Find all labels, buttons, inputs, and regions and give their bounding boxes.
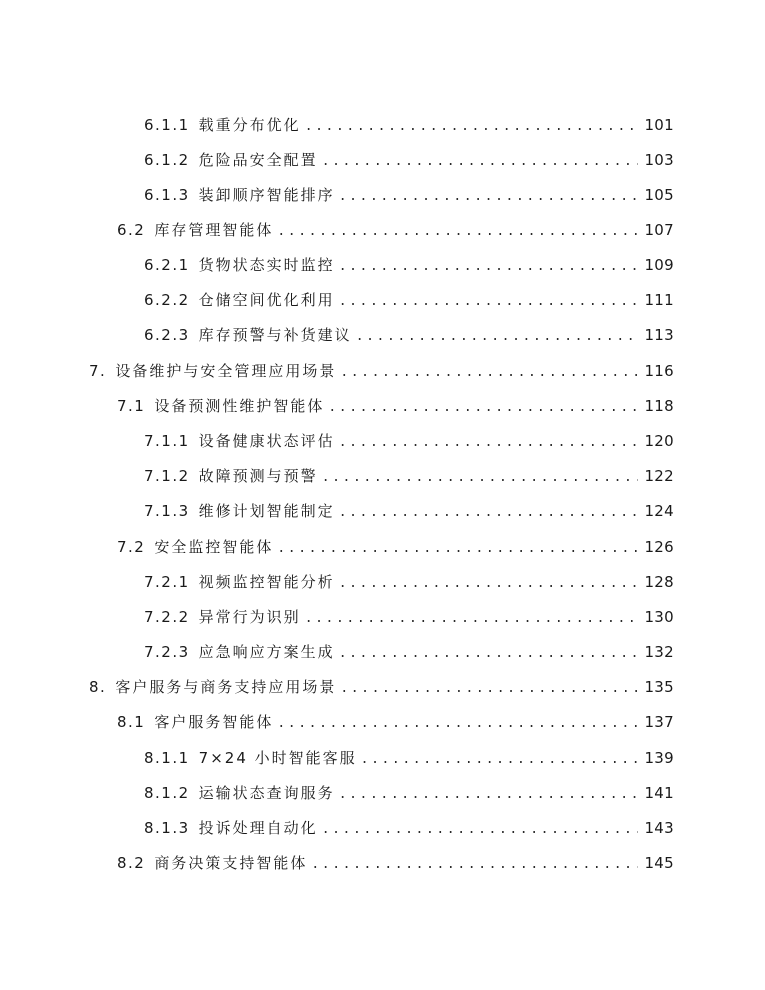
toc-entry[interactable]	[117, 853, 674, 873]
toc-entry-number: 8.	[89, 678, 107, 696]
dot-leader	[356, 327, 639, 347]
toc-entry-number: 7.2.1	[144, 573, 190, 591]
dot-leader	[361, 750, 639, 770]
toc-entry-title: 设备健康状态评估	[198, 432, 335, 450]
toc-entry-page: 141	[644, 784, 674, 802]
dot-leader	[340, 679, 638, 699]
toc-entry-page: 130	[644, 608, 674, 626]
toc-entry[interactable]	[144, 325, 674, 345]
toc-entry-number: 7.1.1	[144, 432, 190, 450]
toc-entry-number: 7.	[89, 362, 107, 380]
dot-leader	[339, 503, 639, 523]
toc-entry[interactable]	[117, 537, 674, 557]
toc-entry-title: 设备预测性维护智能体	[154, 397, 325, 415]
toc-entry-title: 异常行为识别	[198, 608, 301, 626]
toc-entry-page: 122	[644, 467, 674, 485]
toc-entry-number: 6.1.2	[144, 151, 190, 169]
toc-entry-page: 128	[644, 573, 674, 591]
toc-entry[interactable]	[144, 255, 674, 275]
toc-entry-page: 135	[644, 678, 674, 696]
toc-entry-page: 109	[644, 256, 674, 274]
dot-leader	[339, 187, 639, 207]
dot-leader	[339, 785, 639, 805]
toc-entry-title: 7×24 小时智能客服	[198, 749, 357, 767]
toc-entry-page: 116	[644, 362, 674, 380]
dot-leader	[277, 222, 638, 242]
dot-leader	[339, 644, 639, 664]
toc-entry-title: 故障预测与预警	[198, 467, 318, 485]
toc-entry[interactable]	[89, 361, 674, 381]
toc-entry-page: 111	[644, 291, 674, 309]
toc-entry-page: 124	[644, 502, 674, 520]
toc-entry-page: 139	[644, 749, 674, 767]
toc-entry[interactable]	[144, 501, 674, 521]
toc-entry[interactable]	[144, 818, 674, 838]
toc-entry-page: 132	[644, 643, 674, 661]
toc-entry[interactable]	[144, 607, 674, 627]
toc-entry-title: 商务决策支持智能体	[154, 854, 308, 872]
toc-entry-number: 7.2	[117, 538, 146, 556]
dot-leader	[322, 468, 639, 488]
dot-leader	[328, 398, 638, 418]
toc-entry-page: 107	[644, 221, 674, 239]
dot-leader	[322, 152, 639, 172]
toc-entry-number: 8.1.3	[144, 819, 190, 837]
toc-entry-number: 6.2	[117, 221, 146, 239]
toc-entry-number: 6.1.3	[144, 186, 190, 204]
toc-entry-number: 7.1.2	[144, 467, 190, 485]
toc-entry-number: 7.1	[117, 397, 146, 415]
toc-entry-number: 6.2.1	[144, 256, 190, 274]
toc-entry[interactable]	[144, 115, 674, 135]
dot-leader	[305, 117, 639, 137]
toc-entry-number: 7.1.3	[144, 502, 190, 520]
toc-entry-title: 客户服务与商务支持应用场景	[115, 678, 337, 696]
toc-entry[interactable]	[144, 783, 674, 803]
toc-entry[interactable]	[144, 431, 674, 451]
toc-entry-page: 126	[644, 538, 674, 556]
toc-entry-number: 6.2.2	[144, 291, 190, 309]
toc-entry[interactable]	[144, 466, 674, 486]
toc-entry-number: 6.1.1	[144, 116, 190, 134]
dot-leader	[277, 539, 638, 559]
toc-entry-title: 运输状态查询服务	[198, 784, 335, 802]
toc-entry-title: 投诉处理自动化	[198, 819, 318, 837]
dot-leader	[311, 855, 638, 875]
toc-entry-title: 设备维护与安全管理应用场景	[115, 362, 337, 380]
toc-entry[interactable]	[144, 748, 674, 768]
toc-entry-page: 143	[644, 819, 674, 837]
toc-entry[interactable]	[89, 677, 674, 697]
toc-entry[interactable]	[144, 150, 674, 170]
toc-entry[interactable]	[117, 712, 674, 732]
dot-leader	[339, 292, 639, 312]
toc-entry-number: 8.1.1	[144, 749, 190, 767]
toc-entry-page: 103	[644, 151, 674, 169]
dot-leader	[339, 574, 639, 594]
toc-entry-title: 安全监控智能体	[154, 538, 274, 556]
toc-entry-number: 7.2.2	[144, 608, 190, 626]
toc-entry[interactable]	[144, 642, 674, 662]
toc-entry-title: 危险品安全配置	[198, 151, 318, 169]
toc-entry[interactable]	[117, 396, 674, 416]
toc-entry-title: 载重分布优化	[198, 116, 301, 134]
toc-entry[interactable]	[144, 290, 674, 310]
dot-leader	[340, 363, 638, 383]
toc-entry-title: 货物状态实时监控	[198, 256, 335, 274]
toc-entry-title: 库存管理智能体	[154, 221, 274, 239]
toc-entry-page: 113	[644, 326, 674, 344]
toc-entry[interactable]	[144, 572, 674, 592]
toc-entry-title: 仓储空间优化利用	[198, 291, 335, 309]
toc-entry-title: 库存预警与补货建议	[198, 326, 352, 344]
dot-leader	[277, 714, 638, 734]
toc-entry-number: 8.1	[117, 713, 146, 731]
toc-entry-page: 120	[644, 432, 674, 450]
toc-entry-page: 101	[644, 116, 674, 134]
toc-entry-title: 装卸顺序智能排序	[198, 186, 335, 204]
toc-entry-title: 应急响应方案生成	[198, 643, 335, 661]
toc-entry-title: 视频监控智能分析	[198, 573, 335, 591]
dot-leader	[339, 433, 639, 453]
dot-leader	[305, 609, 639, 629]
toc-entry-number: 6.2.3	[144, 326, 190, 344]
toc-entry[interactable]	[117, 220, 674, 240]
toc-entry-number: 8.2	[117, 854, 146, 872]
toc-entry-title: 客户服务智能体	[154, 713, 274, 731]
toc-entry-title: 维修计划智能制定	[198, 502, 335, 520]
dot-leader	[322, 820, 639, 840]
toc-entry[interactable]	[144, 185, 674, 205]
toc-entry-number: 8.1.2	[144, 784, 190, 802]
dot-leader	[339, 257, 639, 277]
toc-entry-page: 105	[644, 186, 674, 204]
toc-entry-page: 145	[644, 854, 674, 872]
toc-entry-page: 118	[644, 397, 674, 415]
toc-entry-page: 137	[644, 713, 674, 731]
toc-entry-number: 7.2.3	[144, 643, 190, 661]
